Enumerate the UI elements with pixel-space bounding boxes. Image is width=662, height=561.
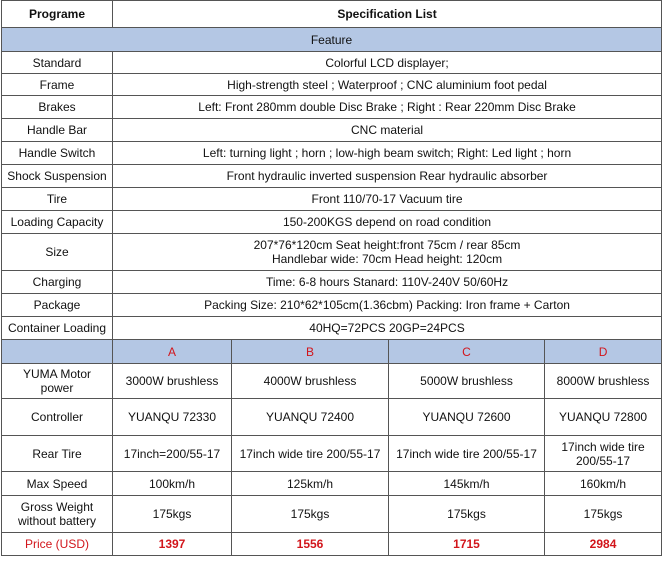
model-label-line-1: YUMA Motor xyxy=(22,367,91,381)
feature-label: Handle Bar xyxy=(2,119,113,142)
model-row xyxy=(2,472,662,496)
model-header-a: A xyxy=(113,340,232,364)
feature-label: Package xyxy=(2,294,113,317)
header-specification-list: Specification List xyxy=(113,1,662,28)
feature-value: 40HQ=72PCS 20GP=24PCS xyxy=(113,317,662,340)
model-value: 4000W brushless xyxy=(232,364,389,399)
feature-value: Left: Front 280mm double Disc Brake ; Right : Rear 220mm Disc Brake xyxy=(113,96,662,119)
feature-value: Time: 6-8 hours Stanard: 110V-240V 50/60Hz xyxy=(113,271,662,294)
feature-label: Loading Capacity xyxy=(2,211,113,234)
feature-value: 150-200KGS depend on road condition xyxy=(113,211,662,234)
model-value: 125km/h xyxy=(232,472,389,496)
model-value: 8000W brushless xyxy=(545,364,662,399)
model-label-line-2: without battery xyxy=(17,514,97,528)
feature-value xyxy=(113,234,662,271)
size-line-1: 207*76*120cm Seat height:front 75cm / rear 85cm xyxy=(253,238,521,252)
feature-value: High-strength steel ; Waterproof ; CNC aluminium foot pedal xyxy=(113,74,662,96)
feature-row xyxy=(2,211,662,234)
model-value: 175kgs xyxy=(389,496,545,533)
model-value: 17inch wide tire 200/55-17 xyxy=(389,436,545,472)
model-value: 100km/h xyxy=(113,472,232,496)
model-value: 5000W brushless xyxy=(389,364,545,399)
model-value: 145km/h xyxy=(389,472,545,496)
model-value: 175kgs xyxy=(232,496,389,533)
model-header-c: C xyxy=(389,340,545,364)
feature-row xyxy=(2,74,662,96)
header-programe: Programe xyxy=(2,1,113,28)
model-value: 17inch=200/55-17 xyxy=(113,436,232,472)
feature-title: Feature xyxy=(2,28,662,52)
feature-row xyxy=(2,317,662,340)
model-header-row xyxy=(2,340,662,364)
model-value: 17inch wide tire 200/55-17 xyxy=(232,436,389,472)
model-row xyxy=(2,364,662,399)
spec-table xyxy=(1,0,662,556)
price-value: 2984 xyxy=(545,533,662,556)
feature-label: Handle Switch xyxy=(2,142,113,165)
feature-value: Front hydraulic inverted suspension Rear hydraulic absorber xyxy=(113,165,662,188)
model-value: YUANQU 72400 xyxy=(232,399,389,436)
feature-label: Frame xyxy=(2,74,113,96)
price-label: Price (USD) xyxy=(2,533,113,556)
feature-label: Charging xyxy=(2,271,113,294)
feature-row xyxy=(2,52,662,74)
feature-value: Packing Size: 210*62*105cm(1.36cbm) Packing: Iron frame + Carton xyxy=(113,294,662,317)
model-value: YUANQU 72800 xyxy=(545,399,662,436)
feature-label: Brakes xyxy=(2,96,113,119)
model-label: Max Speed xyxy=(2,472,113,496)
feature-label: Standard xyxy=(2,52,113,74)
model-label xyxy=(2,364,113,399)
model-row xyxy=(2,436,662,472)
feature-band-row xyxy=(2,28,662,52)
model-label-line-2: power xyxy=(40,381,74,395)
feature-row xyxy=(2,188,662,211)
feature-row xyxy=(2,119,662,142)
model-value: 175kgs xyxy=(545,496,662,533)
feature-row xyxy=(2,294,662,317)
model-value: YUANQU 72330 xyxy=(113,399,232,436)
price-value: 1556 xyxy=(232,533,389,556)
model-label xyxy=(2,496,113,533)
feature-row xyxy=(2,142,662,165)
model-header-b: B xyxy=(232,340,389,364)
feature-label: Tire xyxy=(2,188,113,211)
feature-row xyxy=(2,165,662,188)
price-value: 1715 xyxy=(389,533,545,556)
model-label: Controller xyxy=(2,399,113,436)
feature-label: Container Loading xyxy=(2,317,113,340)
feature-row xyxy=(2,271,662,294)
price-value: 1397 xyxy=(113,533,232,556)
size-line-2: Handlebar wide: 70cm Head height: 120cm xyxy=(271,252,503,266)
model-value: 160km/h xyxy=(545,472,662,496)
model-header-d: D xyxy=(545,340,662,364)
model-value: YUANQU 72600 xyxy=(389,399,545,436)
model-row xyxy=(2,399,662,436)
model-label-line-1: Gross Weight xyxy=(20,500,94,514)
feature-row xyxy=(2,234,662,271)
feature-row xyxy=(2,96,662,119)
feature-value: CNC material xyxy=(113,119,662,142)
feature-label: Shock Suspension xyxy=(2,165,113,188)
model-header-blank xyxy=(2,340,113,364)
model-label: Rear Tire xyxy=(2,436,113,472)
model-row xyxy=(2,496,662,533)
model-value: 3000W brushless xyxy=(113,364,232,399)
model-value: 175kgs xyxy=(113,496,232,533)
feature-value: Left: turning light ; horn ; low-high beam switch; Right: Led light ; horn xyxy=(113,142,662,165)
price-row xyxy=(2,533,662,556)
feature-value: Front 110/70-17 Vacuum tire xyxy=(113,188,662,211)
header-row xyxy=(2,1,662,28)
model-value: 17inch wide tire 200/55-17 xyxy=(545,436,662,472)
feature-label: Size xyxy=(2,234,113,271)
feature-value: Colorful LCD displayer; xyxy=(113,52,662,74)
